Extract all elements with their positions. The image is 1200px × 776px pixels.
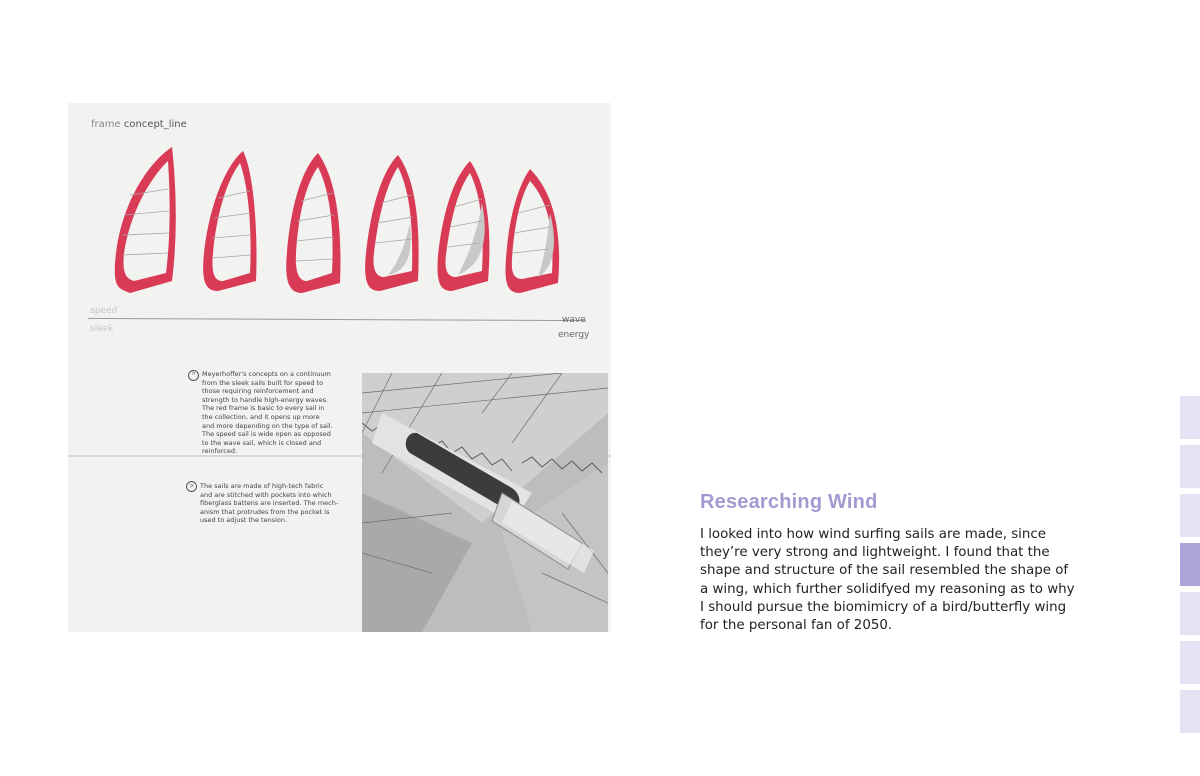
axis-label-speed: speed bbox=[90, 306, 118, 316]
sail-frame-2 bbox=[203, 151, 256, 291]
side-nav-tab-4[interactable] bbox=[1180, 543, 1200, 586]
side-nav-tab-7[interactable] bbox=[1180, 690, 1200, 733]
caption-line: The speed sail is wide open as opposed bbox=[202, 430, 331, 439]
body-text-line: I should pursue the biomimicry of a bird/butterfly wing bbox=[700, 599, 1067, 615]
caption-line: from the sleek sails built for speed to bbox=[202, 378, 324, 387]
book-page-photo bbox=[68, 103, 611, 632]
sail-frame-6 bbox=[506, 169, 560, 293]
sail-batten-closeup-photo bbox=[362, 373, 608, 632]
caption-sail-continuum bbox=[202, 370, 362, 456]
caption-line: and more depending on the type of sail. bbox=[202, 421, 333, 430]
caption-line: The sails are made of high-tech fabric bbox=[200, 482, 324, 490]
section-body-text bbox=[700, 526, 1075, 635]
axis-label-energy: energy bbox=[558, 330, 590, 340]
body-text-line: a wing, which further solidifyed my reasoning as to why bbox=[700, 581, 1075, 597]
body-text-line: I looked into how wind surfing sails are made, since bbox=[700, 527, 1046, 542]
caption-line: reinforced. bbox=[202, 447, 238, 456]
caption-line: and are stitched with pockets into which bbox=[200, 490, 332, 499]
side-nav-tab-6[interactable] bbox=[1180, 641, 1200, 684]
side-nav-tab-3[interactable] bbox=[1180, 494, 1200, 537]
caption-line: fiberglass battens are inserted. The mech- bbox=[200, 499, 339, 508]
chevron-right-circle-icon: > bbox=[186, 481, 197, 492]
axis-label-sleek: sleek bbox=[90, 324, 114, 334]
body-text-line: for the personal fan of 2050. bbox=[700, 618, 893, 634]
side-navigation bbox=[1180, 396, 1200, 739]
sail-frame-1 bbox=[115, 147, 176, 293]
side-nav-tab-2[interactable] bbox=[1180, 445, 1200, 488]
body-text-line: they’re very strong and lightweight. I found that the bbox=[700, 545, 1050, 561]
side-nav-tab-5[interactable] bbox=[1180, 592, 1200, 635]
body-text-line: shape and structure of the sail resembled the shape of bbox=[700, 563, 1069, 579]
section-heading: Researching Wind bbox=[700, 491, 878, 513]
axis-label-wave: wave bbox=[562, 315, 586, 325]
caption-line: The red frame is basic to every sail in bbox=[202, 404, 325, 413]
sail-frame-3 bbox=[286, 153, 340, 293]
caption-line: the collection, and it opens up more bbox=[202, 412, 320, 421]
side-nav-tab-1[interactable] bbox=[1180, 396, 1200, 439]
caption-line: used to adjust the tension. bbox=[200, 516, 288, 525]
caption-line: Meyerhoffer's concepts on a continuum bbox=[202, 370, 331, 378]
chevron-up-circle-icon: ^ bbox=[188, 370, 199, 381]
caption-line: those requiring reinforcement and bbox=[202, 387, 314, 396]
caption-line: strength to handle high-energy waves. bbox=[202, 395, 329, 404]
sail-frame-5 bbox=[438, 161, 490, 291]
diagram-title: frame concept_line bbox=[91, 119, 187, 130]
caption-sail-fabric bbox=[200, 482, 360, 525]
caption-line: anism that protrudes from the pocket is bbox=[200, 507, 330, 516]
sail-frame-4 bbox=[365, 155, 418, 291]
caption-line: to the wave sail, which is closed and bbox=[202, 438, 322, 447]
